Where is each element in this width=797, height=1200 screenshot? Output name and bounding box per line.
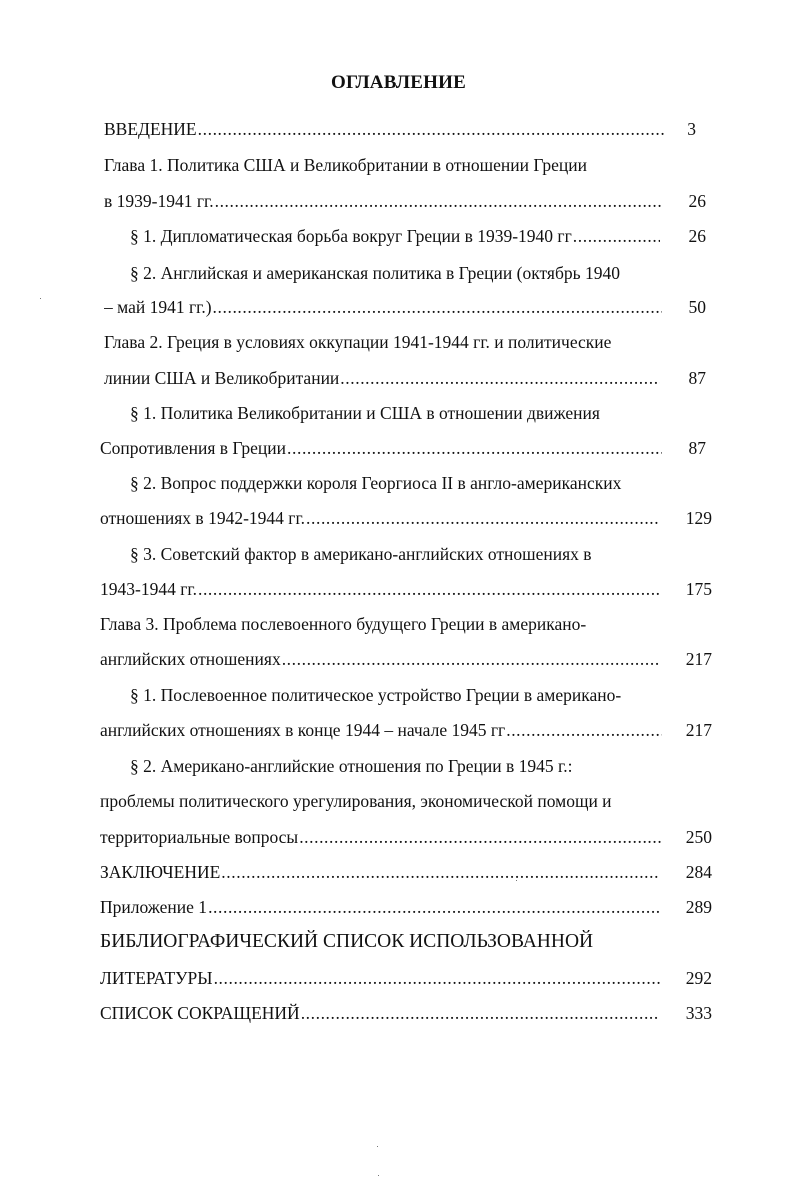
dot-leader [287, 433, 662, 463]
dot-leader [282, 644, 660, 674]
toc-page-number: 87 [688, 438, 706, 458]
toc-entry-text: § 2. Американо-английские отношения по Греции в 1945 г.: [130, 756, 573, 776]
toc-page-number: 333 [685, 1003, 712, 1023]
toc-entry-line [100, 786, 700, 816]
toc-entry-line [130, 680, 690, 710]
toc-entry-text: СПИСОК СОКРАЩЕНИЙ [100, 1003, 300, 1023]
scan-speck [40, 298, 41, 299]
toc-entry-text: § 1. Послевоенное политическое устройство Греции в американо- [130, 685, 622, 705]
dot-leader [214, 963, 662, 993]
toc-entry-text: § 1. Дипломатическая борьба вокруг Греции в 1939-1940 гг [130, 226, 572, 246]
toc-entry-text: 1943-1944 гг. [100, 579, 197, 599]
toc-entry-text: линии США и Великобритании [104, 368, 340, 388]
toc-entry-line [104, 327, 704, 357]
toc-entry-line[interactable] [100, 857, 660, 887]
toc-entry-text: Глава 2. Греция в условиях оккупации 1941-1944 гг. и политические [104, 332, 612, 352]
toc-entry-text: Приложение 1 [100, 897, 208, 917]
dot-leader [301, 998, 660, 1028]
toc-entry-line[interactable] [100, 822, 662, 852]
toc-entry-text: английских отношениях [100, 649, 281, 669]
toc-entry-text: в 1939-1941 гг. [104, 191, 214, 211]
dot-leader [340, 363, 660, 393]
scan-speck [516, 880, 517, 881]
toc-entry-line [130, 751, 690, 781]
toc-entry-text: ЗАКЛЮЧЕНИЕ [100, 862, 221, 882]
toc-page-number: 26 [688, 226, 706, 246]
toc-entry-text: § 2. Вопрос поддержки короля Георгиоса II в англо-американских [130, 473, 622, 493]
toc-entry-text: – май 1941 гг.) [104, 297, 212, 317]
toc-page-number: 26 [688, 191, 706, 211]
toc-entry-line [130, 468, 710, 498]
toc-entry-line[interactable] [104, 292, 662, 322]
toc-page-number: 250 [685, 827, 712, 847]
toc-entry-text: Глава 3. Проблема послевоенного будущего Греции в американо- [100, 614, 587, 634]
toc-entry-text: проблемы политического урегулирования, экономической помощи и [100, 791, 612, 811]
toc-entry-text: § 3. Советский фактор в американо-английских отношениях в [130, 544, 592, 564]
toc-entry-line[interactable] [100, 644, 660, 674]
toc-entry-line[interactable] [104, 363, 660, 393]
toc-entry-text: отношениях в 1942-1944 гг. [100, 508, 306, 528]
toc-page-number: 217 [685, 649, 712, 669]
toc-entry-line [104, 150, 684, 180]
toc-entry-line [100, 609, 680, 639]
toc-entry-line [130, 258, 690, 288]
dot-leader [506, 715, 662, 745]
toc-entry-line [130, 398, 690, 428]
dot-leader [198, 114, 664, 144]
toc-page-number: 3 [687, 119, 696, 139]
toc-page-number: 292 [685, 968, 712, 988]
toc-entry-line [100, 927, 700, 957]
dot-leader [299, 822, 662, 852]
dot-leader [213, 292, 662, 322]
toc-page-number: 175 [685, 579, 712, 599]
toc-page-number: 50 [688, 297, 706, 317]
toc-entry-text: § 1. Политика Великобритании и США в отношении движения [130, 403, 600, 423]
toc-entry-text: Сопротивления в Греции [100, 438, 287, 458]
toc-entry-text: БИБЛИОГРАФИЧЕСКИЙ СПИСОК ИСПОЛЬЗОВАННОЙ [100, 931, 594, 952]
toc-entry-text: территориальные вопросы [100, 827, 299, 847]
dot-leader [208, 892, 660, 922]
toc-page-number: 87 [688, 368, 706, 388]
toc-page-number: 289 [685, 897, 712, 917]
dot-leader [306, 503, 660, 533]
toc-entry-line[interactable] [100, 998, 660, 1028]
toc-entry-text: английских отношениях в конце 1944 – начале 1945 гг [100, 720, 506, 740]
toc-entry-line[interactable] [100, 503, 660, 533]
scan-speck [377, 1146, 378, 1147]
toc-entry-line[interactable] [100, 892, 660, 922]
toc-entry-line[interactable] [100, 574, 660, 604]
toc-entry-line[interactable] [130, 221, 660, 251]
toc-entry-text: ЛИТЕРАТУРЫ [100, 968, 213, 988]
toc-entry-line[interactable] [104, 186, 662, 216]
toc-page-number: 217 [685, 720, 712, 740]
dot-leader [221, 857, 660, 887]
toc-entry-line[interactable] [100, 715, 662, 745]
toc-entry-line[interactable] [100, 963, 662, 993]
toc-entry-line[interactable] [100, 433, 662, 463]
dot-leader [215, 186, 662, 216]
dot-leader [198, 574, 660, 604]
scan-speck [378, 1175, 379, 1176]
toc-page-number: 129 [685, 508, 712, 528]
toc-page-number: 284 [685, 862, 712, 882]
toc-entry-line [130, 539, 690, 569]
toc-entry-text: ВВЕДЕНИЕ [104, 119, 197, 139]
toc-entry-line[interactable] [104, 114, 664, 144]
toc-entry-text: Глава 1. Политика США и Великобритании в отношении Греции [104, 155, 587, 175]
toc-entry-text: § 2. Английская и американская политика в Греции (октябрь 1940 [130, 263, 620, 283]
toc-title: ОГЛАВЛЕНИЕ [331, 72, 466, 93]
